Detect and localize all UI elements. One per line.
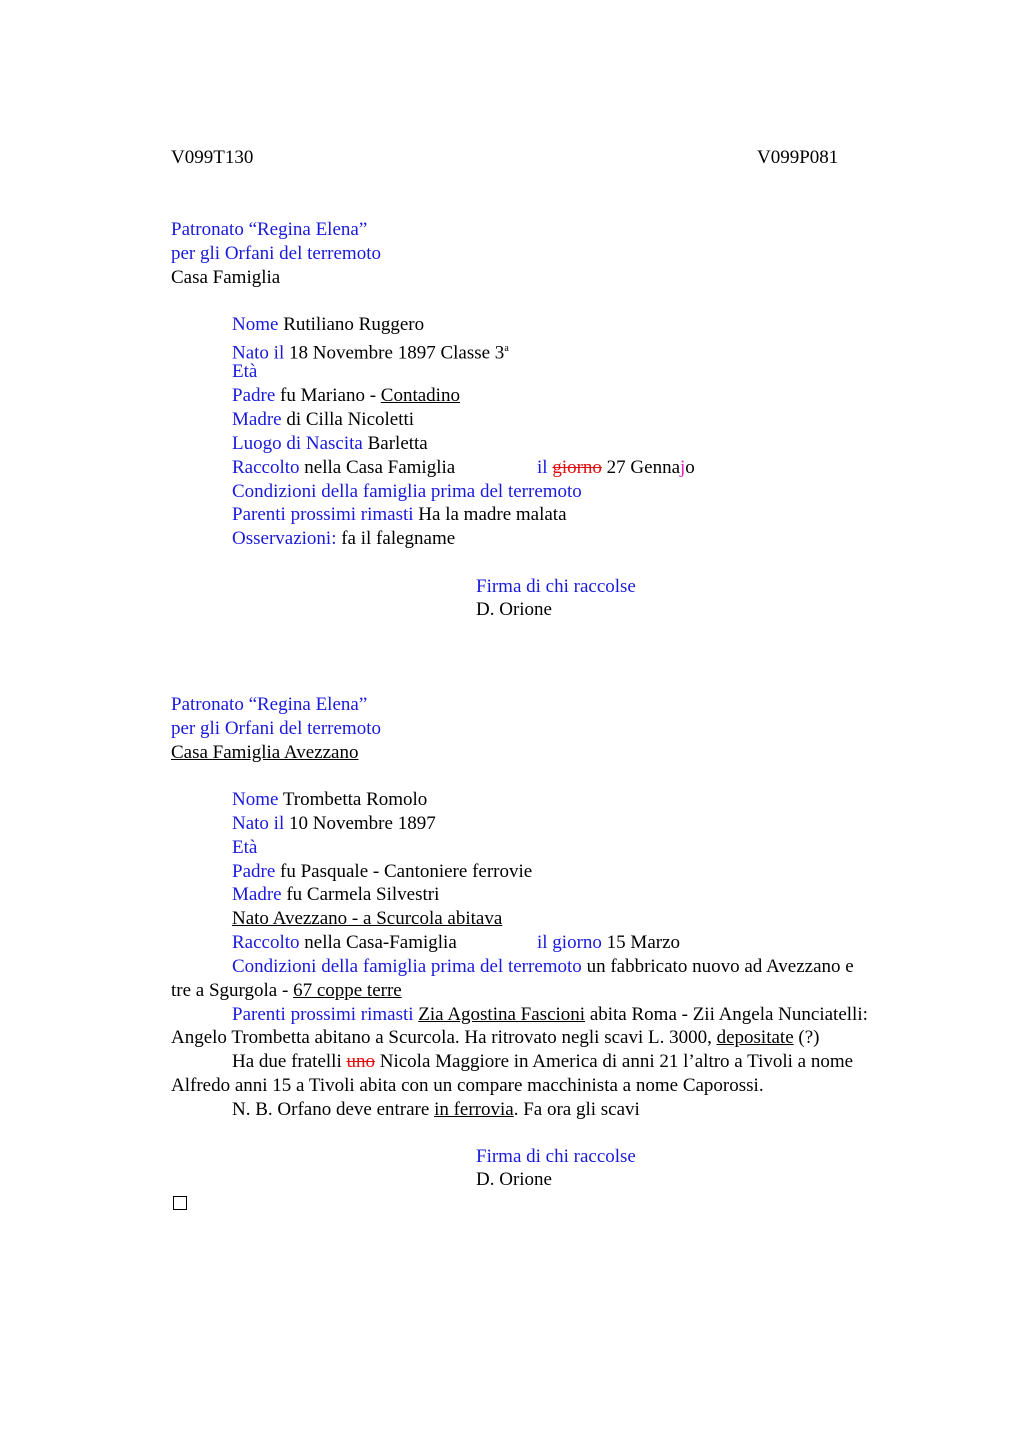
label-osservazioni: Osservazioni: [232,528,337,549]
value-nb-a: N. B. Orfano deve entrare [232,1099,435,1120]
value-parenti-cont-b: depositate [716,1027,794,1048]
value-nb-c: . Fa ora gli scavi [513,1099,640,1120]
firma-label: Firma di chi raccolse [476,1146,636,1167]
firma-name: D. Orione [476,599,552,620]
document-code-right: V099P081 [757,147,839,168]
value-parenti-b: abita Roma - Zii Angela Nunciatelli: [585,1004,868,1025]
field-nato [232,337,509,365]
casa-label: Casa Famiglia Avezzano [171,742,359,763]
label-condizioni: Condizioni della famiglia prima del terremoto [232,481,582,502]
value-condizioni-cont-a: tre a Sgurgola - [171,980,294,1001]
field-parenti [232,1003,868,1027]
label-nome: Nome [232,314,279,335]
value-fratelli-b: Nicola Maggiore in America di anni 21 l’altro a Tivoli a nome [374,1051,854,1072]
fratelli-line [232,1050,853,1074]
label-nome: Nome [232,789,279,810]
value-parenti-cont-c: (?) [793,1027,820,1048]
value-date-a: 27 Genna [606,457,681,478]
value-madre: fu Carmela Silvestri [286,884,440,905]
value-padre-job: Contadino [380,385,460,406]
firma-name: D. Orione [476,1169,552,1190]
parenti-continued [171,1026,819,1050]
value-parenti: Ha la madre malata [418,504,567,525]
value-madre: di Cilla Nicoletti [286,409,415,430]
value-date-b: o [685,457,695,478]
value-osservazioni: fa il falegname [341,528,456,549]
document-code-left: V099T130 [171,147,254,168]
label-madre: Madre [232,884,282,905]
fratelli-continued: Alfredo anni 15 a Tivoli abita con un compare macchinista a nome Caporossi. [171,1075,764,1096]
field-madre [232,408,414,432]
field-osservazioni [232,527,455,551]
value-date-j: j [680,457,686,478]
value-nb-b: in ferrovia [434,1099,514,1120]
label-raccolto: Raccolto [232,457,300,478]
org-title: Patronato “Regina Elena” [171,219,368,240]
value-nato-abitava: Nato Avezzano - a Scurcola abitava [232,908,503,929]
label-madre: Madre [232,409,282,430]
value-giorno: 15 Marzo [606,932,681,953]
label-il: il [537,457,548,478]
value-nato-sup: a [504,343,509,354]
casa-label: Casa Famiglia [171,267,281,288]
org-title: Patronato “Regina Elena” [171,694,368,715]
field-nome [232,788,427,812]
label-luogo: Luogo di Nascita [232,433,363,454]
nota-bene [232,1098,640,1122]
condizioni-continued [171,979,402,1003]
label-parenti: Parenti prossimi rimasti [232,1004,414,1025]
field-parenti [232,503,567,527]
label-eta: Età [232,837,258,858]
label-nato: Nato il [232,342,285,364]
field-giorno [537,456,695,480]
value-nato: 18 Novembre 1897 Classe 3 [289,342,505,364]
field-raccolto [232,931,457,955]
value-nato: 10 Novembre 1897 [289,813,436,834]
field-luogo [232,432,428,456]
value-condizioni: un fabbricato nuovo ad Avezzano e [586,956,854,977]
field-giorno [537,931,680,955]
label-padre: Padre [232,385,276,406]
value-nome: Rutiliano Ruggero [283,314,425,335]
value-nome: Trombetta Romolo [282,789,428,810]
label-condizioni: Condizioni della famiglia prima del terremoto [232,956,582,977]
value-raccolto: nella Casa-Famiglia [304,932,457,953]
org-subtitle: per gli Orfani del terremoto [171,718,381,739]
field-nato [232,812,436,836]
value-condizioni-cont-b: 67 coppe terre [293,980,402,1001]
field-nome [232,313,424,337]
field-condizioni [232,955,854,979]
field-padre [232,860,532,884]
label-parenti: Parenti prossimi rimasti [232,504,414,525]
field-raccolto [232,456,455,480]
value-raccolto: nella Casa Famiglia [304,457,456,478]
value-fratelli-a: Ha due fratelli [232,1051,347,1072]
struck-uno: uno [346,1051,375,1072]
struck-giorno: giorno [552,457,602,478]
field-madre [232,883,439,907]
value-padre: fu Pasquale - Cantoniere ferrovie [280,861,533,882]
value-luogo: Barletta [367,433,428,454]
firma-label: Firma di chi raccolse [476,576,636,597]
value-parenti-a: Zia Agostina Fascioni [418,1004,586,1025]
checkbox[interactable] [173,1196,187,1210]
label-nato: Nato il [232,813,285,834]
label-raccolto: Raccolto [232,932,300,953]
label-il-giorno: il giorno [537,932,602,953]
org-subtitle: per gli Orfani del terremoto [171,243,381,264]
value-parenti-cont-a: Angelo Trombetta abitano a Scurcola. Ha ritrovato negli scavi L. 3000, [171,1027,717,1048]
label-padre: Padre [232,861,276,882]
value-padre: fu Mariano - [280,385,381,406]
field-padre [232,384,460,408]
label-eta: Età [232,361,258,382]
